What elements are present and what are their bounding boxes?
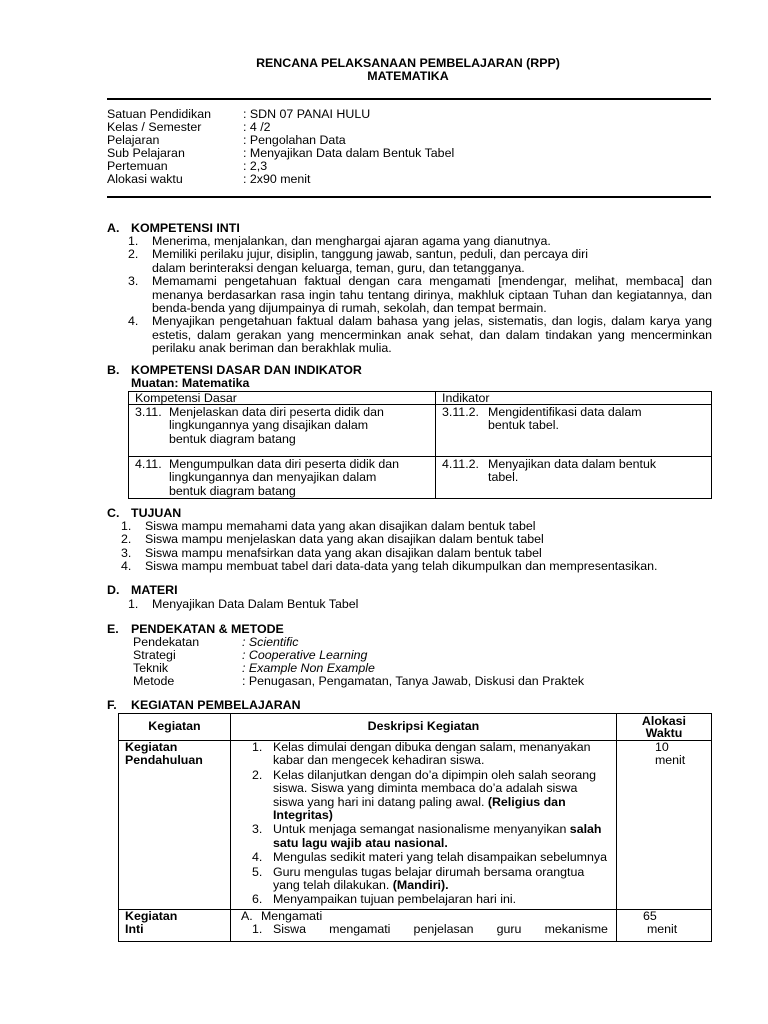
deskripsi-cell [230,909,616,941]
kd-cell: 4.11. Mengumpulkan data diri peserta didik dan lingkungannya dan menyajikan dalam bentuk diagram batang [129,457,436,499]
section-title: KOMPETENSI DASAR DAN INDIKATOR [131,363,362,377]
identity-label: Pelajaran [107,133,160,147]
alokasi-cell: 65 menit [616,909,711,941]
list-item: 2. Memiliki perilaku jujur, disiplin, tanggung jawab, santun, peduli, dan percaya diri dalam berinteraksi dengan keluarga, teman, guru, dan tetangganya. [128,247,588,275]
list-item: 4. Siswa mampu membuat tabel dari data-data yang telah dikumpulkan dan mempresentasikan. [121,559,658,574]
column-header: Kompetensi Dasar [129,392,436,405]
list-item: 1. Siswa mengamati penjelasan guru mekanisme [251,922,608,937]
section-title: KOMPETENSI INTI [131,221,240,235]
column-header: Alokasi Waktu [616,714,711,741]
sub-heading: A. Mengamati [240,908,323,923]
identity-value: : 2,3 [243,159,268,173]
list-item: 1. Siswa mampu memahami data yang akan disajikan dalam bentuk tabel [121,519,536,533]
list-item: 1. Menyajikan Data Dalam Bentuk Tabel [128,597,359,611]
table-row [119,741,712,910]
section-title: PENDEKATAN & METODE [131,622,284,636]
identity-value: : Pengolahan Data [243,133,346,147]
identity-label: Pertemuan [107,159,168,173]
doc-title: RENCANA PELAKSANAAN PEMBELAJARAN (RPP) [256,56,560,70]
identity-value: : SDN 07 PANAI HULU [243,107,371,121]
section-letter: A. [107,221,120,235]
column-header: Kegiatan [119,714,231,741]
identity-value: : Menyajikan Data dalam Bentuk Tabel [243,146,455,160]
column-header: Indikator [436,392,712,405]
section-title: KEGIATAN PEMBELAJARAN [131,698,301,712]
materi-list [128,598,358,611]
kegiatan-name-cell: Kegiatan Pendahuluan [119,741,231,910]
identity-bottom-rule [107,196,711,198]
section-f-heading [107,699,301,712]
identity-label: Satuan Pendidikan [107,107,212,121]
section-letter: C. [107,506,120,520]
list-item: 3. Untuk menjaga semangat nasionalisme menyanyikan salah satu lagu wajib atau nasional. [251,822,602,850]
column-header: Deskripsi Kegiatan [230,714,616,741]
list-item: 6. Menyampaikan tujuan pembelajaran hari ini. [251,892,517,907]
list-item: 3. Siswa mampu menafsirkan data yang akan disajikan dalam bentuk tabel [121,545,542,560]
table-header-row [129,392,712,405]
list-item: 4. Menyajikan pengetahuan faktual dalam bahasa yang jelas, sistematis, dan logis, dalam karya yang estetis, dalam gerakan yang mencerminkan anak sehat, dan dalam tindakan yang mencerminkan perilaku anak beriman dan berakhlak mulia. [128,314,712,356]
section-title: MATERI [131,583,178,597]
section-letter: E. [107,622,119,636]
list-item: 1. Menerima, menjalankan, dan menghargai ajaran agama yang dianutnya. [128,234,551,248]
list-item: 2. Siswa mampu menjelaskan data yang akan disajikan dalam bentuk tabel [121,532,544,547]
tujuan-list [121,520,657,574]
kegiatan-name-cell: Kegiatan Inti [119,909,231,941]
section-title: TUJUAN [131,506,182,520]
table-row [129,457,712,499]
table-row [129,405,712,457]
list-item: 5. Guru mengulas tugas belajar dirumah bersama orangtua yang telah dilakukan. (Mandiri). [251,864,585,893]
list-item: 2. Kelas dilanjutkan dengan do’a dipimpin oleh salah seorang siswa. Siswa yang diminta membaca do’a adalah siswa siswa yang hari ini datang paling awal. (Religius dan Integritas) [251,767,597,823]
section-letter: F. [107,698,117,712]
alokasi-cell: 10 menit [616,741,711,910]
document-page: RENCANA PELAKSANAAN PEMBELAJARAN (RPP) MATEMATIKA Satuan Pendidikan : SDN 07 PANAI HULU Kelas / Semester : 4 /2 Pelajaran : Pengolahan Data Sub Pelajaran : Menyajikan Data dalam Bentuk Tabel Pertemuan : 2,3 Alokasi waktu : 2x90 menit A. KOMPETENSI INTI 1. Menerima, menjalankan, dan menghargai ajaran agama yang dianutnya. 2. Memiliki perilaku jujur, disiplin, tanggung jawab, santun, peduli, dan percaya diri dalam berinteraksi dengan keluarga, teman, guru, dan tetangganya. 3. Memamami pengetahuan faktual dengan cara mengamati [mendengar, melihat, membaca] dan menanya berdasarkan rasa ingin tahu tentang dirinya, makhluk ciptaan Tuhan dan kegiatannya, dan benda-benda yang dijumpainya di rumah, sekolah, dan tempat bermain. 4. Menyajikan pengetahuan faktual dalam bahasa yang jelas, sistematis, dan logis, dalam karya yang estetis, dalam gerakan yang mencerminkan anak sehat, dan dalam tindakan yang mencerminkan perilaku anak beriman dan berakhlak mulia. B. KOMPETENSI DASAR DAN INDIKATOR Muatan: Matematika Kompetensi Dasar Indikator 3.11. Menjelaskan data diri peserta didik dan lingkungannya yang disajikan dalam bentuk diagram batang 3.11.2. Mengidentifikasi data dalam bentuk tabel. 4.11. Mengumpulkan data diri peserta didik dan lingkungannya dan menyajikan dalam bentuk diagram batang 4.11.2. Menyajikan data dalam bentuk tabel. C. TUJUAN 1. Siswa mampu memahami data yang akan disajikan dalam bentuk tabel 2. Siswa mampu menjelaskan data yang akan disajikan dalam bentuk tabel 3. Siswa mampu menafsirkan data yang akan disajikan dalam bentuk tabel 4. Siswa mampu membuat tabel dari data-data yang telah dikumpulkan dan mempresentasikan. D. MATERI 1. Menyajikan Data Dalam Bentuk Tabel E. PENDEKATAN & METODE Pendekatan : Scientific Strategi : Cooperative Learning Teknik : Example Non Example Metode : Penugasan, Pengamatan, Tanya Jawab, Diskusi dan Praktek F. KEGIATAN PEMBELAJARAN Kegiatan Deskripsi Kegiatan Alokasi Waktu Kegiatan Pendahuluan 1. Kelas dimulai dengan dibuka dengan salam, menanyakan kabar dan mengecek kehadiran siswa. 2. Kelas dilanjutkan dengan do’a dipimpin oleh salah seorang siswa. Siswa yang diminta membaca do’a adalah siswa siswa yang hari ini datang paling awal. (Religius dan Integritas) 3. Untuk menjaga semangat nasionalisme menyanyikan salah satu lagu wajib atau nasional. 4. Mengulas sedikit materi yang telah disampaikan sebelumnya 5. Guru mengulas tugas belajar dirumah bersama orangtua yang telah dilakukan. (Mandiri). 6. Menyampaikan tujuan pembelajaran hari ini. 10 menit Kegiatan Inti A. Mengamati 1. Siswa mengamati penjelasan guru mekanisme 65 menit [0,0,768,1024]
section-letter: B. [107,363,120,377]
section-letter: D. [107,583,120,597]
kompetensi-inti-list [128,235,712,356]
table-row [119,909,712,941]
identity-value: : 2x90 menit [243,172,311,186]
identity-value: : 4 /2 [243,120,271,134]
doc-subject: MATEMATIKA [367,69,449,83]
indikator-cell: 3.11.2. Mengidentifikasi data dalam bentuk tabel. [436,405,712,457]
indikator-cell: 4.11.2. Menyajikan data dalam bentuk tabel. [436,457,712,499]
deskripsi-cell [230,741,616,910]
identity-label: Kelas / Semester [107,120,202,134]
list-item: 3. Memamami pengetahuan faktual dengan cara mengamati [mendengar, melihat, membaca] dan menanya berdasarkan rasa ingin tahu tentang dirinya, makhluk ciptaan Tuhan dan kegiatannya, dan benda-benda yang dijumpainya di rumah, sekolah, dan tempat bermain. [128,274,712,316]
identity-label: Alokasi waktu [107,172,183,186]
list-item: 1. Kelas dimulai dengan dibuka dengan salam, menanyakan kabar dan mengecek kehadiran siswa. [251,740,591,768]
section-d-heading [107,584,178,597]
list-item: 4. Mengulas sedikit materi yang telah disampaikan sebelumnya [251,850,607,865]
kompetensi-dasar-table [128,391,712,499]
kd-cell: 3.11. Menjelaskan data diri peserta didik dan lingkungannya yang disajikan dalam bentuk diagram batang [129,405,436,457]
kegiatan-table [118,713,712,942]
top-rule [107,98,711,100]
table-header-row [119,714,712,741]
muatan-label: Muatan: Matematika [131,376,250,390]
identity-label: Sub Pelajaran [107,146,185,160]
